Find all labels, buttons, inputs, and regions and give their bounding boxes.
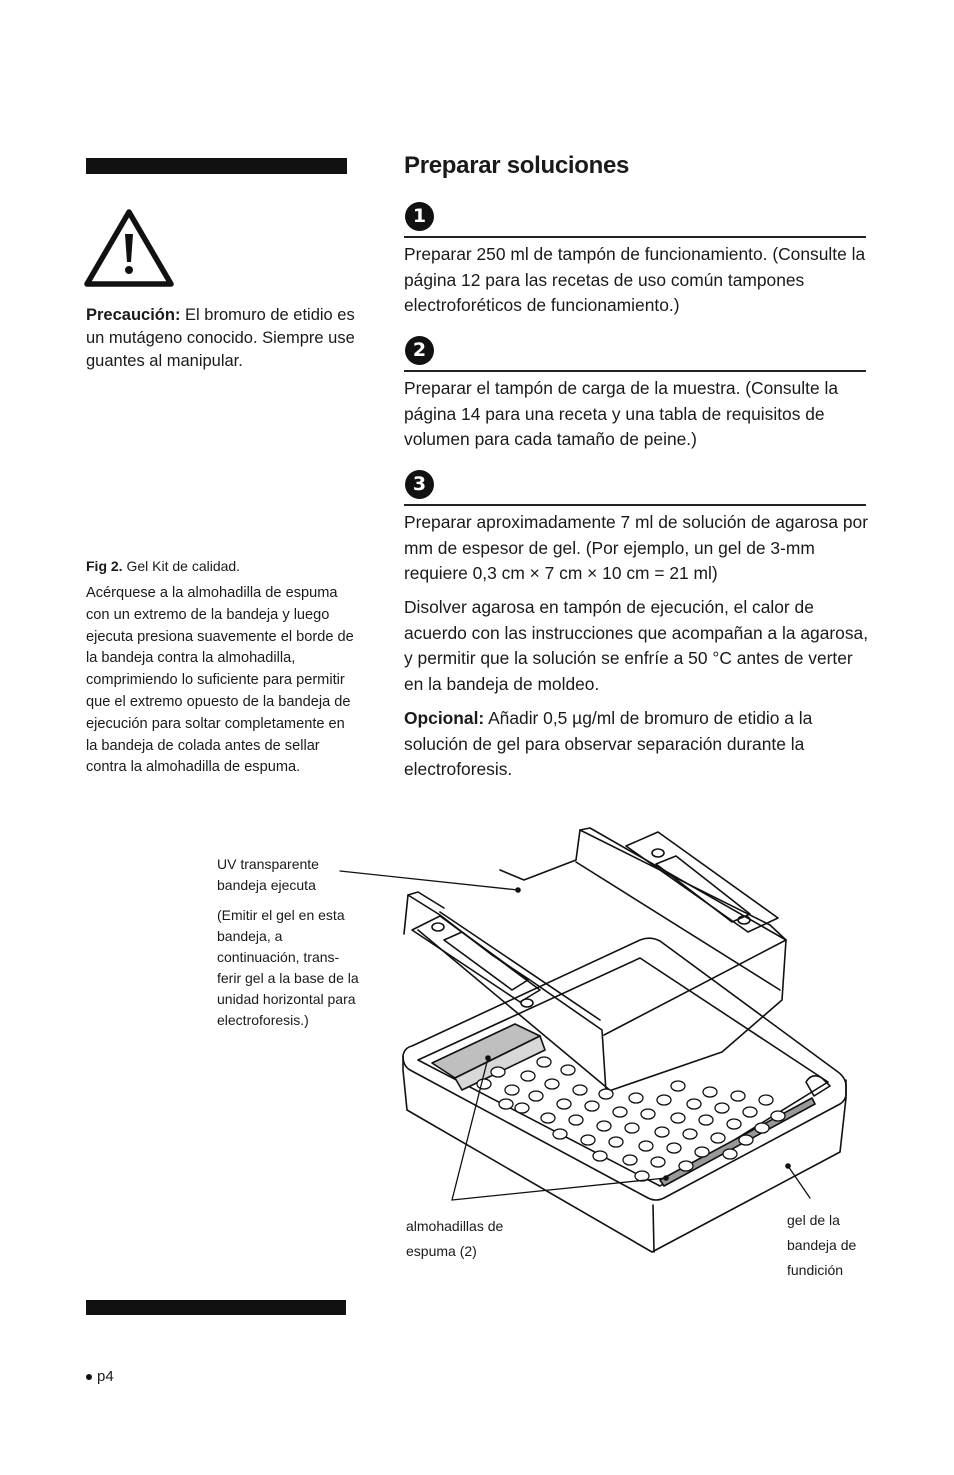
page-number — [86, 1368, 114, 1385]
caution-label: Precaución: — [86, 306, 181, 324]
label-foam-line-2: espuma (2) — [406, 1243, 477, 1259]
label-foam — [406, 1214, 546, 1264]
sidebar-bottom-rule — [86, 1300, 346, 1315]
optional-text: Añadir 0,5 µg/ml de bromuro de etidio a la solución de gel para observar separación durante la electroforesis. — [404, 708, 813, 779]
caution-text: El bromuro de etidio es un mutágeno conocido. Siempre use guantes al manipular. — [86, 306, 355, 370]
label-base-line-1: gel de la — [787, 1212, 840, 1228]
caution-note — [86, 304, 356, 373]
step-3-rule — [404, 504, 866, 506]
sidebar-top-rule — [86, 158, 347, 174]
label-tray-note: (Emitir el gel en esta bandeja, a continuación, trans-ferir gel a la base de la unidad horizontal para electroforesis.) — [217, 907, 359, 1028]
step-3-text: Preparar aproximadamente 7 ml de solución de agarosa por mm de espesor de gel. (Por ejemplo, un gel de 3-mm requiere 0,3 cm × 7 cm × 10 cm = 21 ml) — [404, 512, 869, 583]
step-2-rule — [404, 370, 866, 372]
label-base-line-3: fundición — [787, 1262, 844, 1278]
label-foam-line-1: almohadillas de — [406, 1218, 504, 1234]
optional-note — [404, 706, 870, 783]
step-2-number: 2 — [405, 336, 434, 365]
figure-label: Fig 2. — [86, 558, 123, 574]
step-1-rule — [404, 236, 866, 238]
label-tray-line-2: bandeja ejecuta — [217, 877, 316, 893]
bullet-icon — [86, 1374, 92, 1380]
label-tray-line-1: UV transparente — [217, 856, 319, 872]
label-tray — [217, 854, 357, 896]
page-number-text: p4 — [97, 1368, 114, 1385]
section-heading: Preparar soluciones — [404, 152, 630, 179]
figure-title: Gel Kit de calidad. — [126, 558, 241, 574]
label-base — [787, 1208, 887, 1283]
step-1-number: 1 — [405, 202, 434, 231]
optional-label: Opcional: — [404, 708, 485, 728]
figure-caption — [86, 556, 356, 576]
step-3-number: 3 — [405, 470, 434, 499]
label-base-line-2: bandeja de — [787, 1237, 857, 1253]
step-1-text: Preparar 250 ml de tampón de funcionamiento. (Consulte la página 12 para las recetas de uso común tampones electroforéticos de funcionamiento.) — [404, 244, 866, 315]
step-3-text-2: Disolver agarosa en tampón de ejecución, el calor de acuerdo con las instrucciones que acompañan a la agarosa, y permitir que la solución se enfríe a 50 °C antes de verter en la bandeja de moldeo. — [404, 597, 869, 694]
step-2-text: Preparar el tampón de carga de la muestra. (Consulte la página 14 para una receta y una tabla de requisitos de volumen para cada tamaño de peine.) — [404, 378, 839, 449]
figure-description: Acérquese a la almohadilla de espuma con un extremo de la bandeja y luego ejecuta presiona suavemente el borde de la bandeja contra la almohadilla, comprimiendo lo suficiente para permitir que el extremo opuesto de la bandeja de ejecución para soltar completamente en la bandeja de colada antes de sellar contra la almohadilla de espuma. — [86, 585, 354, 776]
